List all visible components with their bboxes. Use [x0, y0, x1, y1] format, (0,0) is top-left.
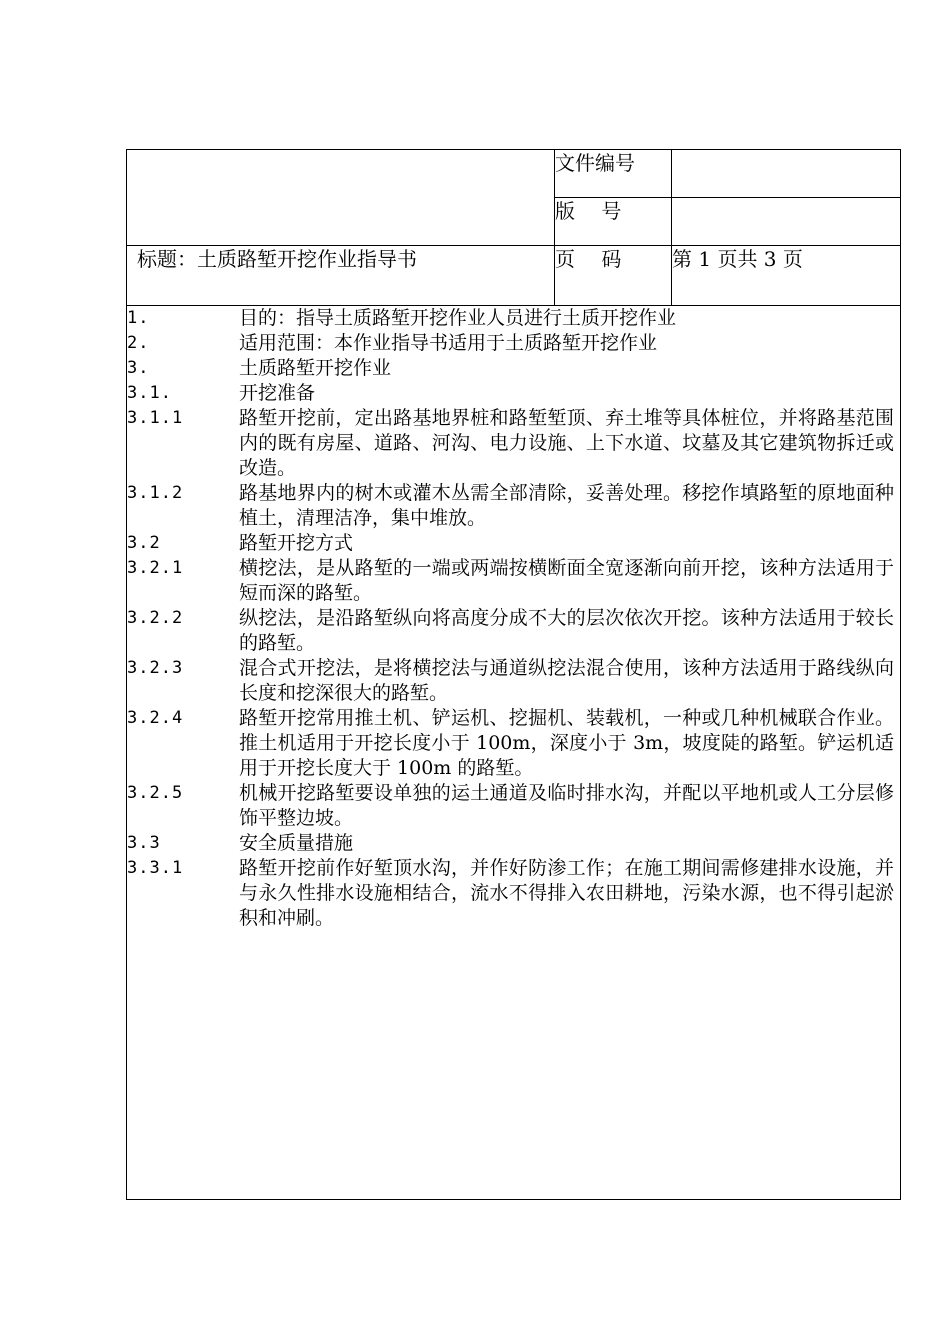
section-item [127, 856, 900, 931]
section-item [127, 306, 900, 331]
section-item [127, 481, 900, 531]
section-text: 路堑开挖前作好堑顶水沟，并作好防渗工作；在施工期间需修建排水设施，并与永久性排水设施相结合，流水不得排入农田耕地，污染水源，也不得引起淤积和冲刷。 [239, 857, 894, 929]
section-number: 3.2 [127, 533, 161, 553]
version-label: 版 号 [555, 198, 672, 246]
section-item [127, 531, 900, 556]
doc-number-label: 文件编号 [555, 150, 672, 198]
section-item [127, 356, 900, 381]
section-text: 横挖法，是从路堑的一端或两端按横断面全宽逐渐向前开挖，该种方法适用于短而深的路堑。 [239, 557, 894, 604]
section-text: 混合式开挖法，是将横挖法与通道纵挖法混合使用，该种方法适用于路线纵向长度和挖深很大的路堑。 [239, 657, 894, 704]
section-number: 1. [127, 308, 150, 328]
page-label: 页 码 [555, 246, 672, 306]
page-number: 第 1 页共 3 页 [672, 246, 901, 306]
section-text: 目的：指导土质路堑开挖作业人员进行土质开挖作业 [239, 307, 677, 329]
version-value [672, 198, 901, 246]
section-number: 3.1.2 [127, 483, 184, 503]
section-number: 3.2.3 [127, 658, 184, 678]
section-item [127, 706, 900, 781]
section-item [127, 331, 900, 356]
section-item [127, 406, 900, 481]
section-item [127, 606, 900, 656]
document-title: 标题：土质路堑开挖作业指导书 [127, 246, 555, 306]
section-text: 路堑开挖前，定出路基地界桩和路堑堑顶、弃土堆等具体桩位，并将路基范围内的既有房屋、道路、河沟、电力设施、上下水道、坟墓及其它建筑物拆迁或改造。 [239, 407, 894, 479]
section-item [127, 381, 900, 406]
section-number: 3.3 [127, 833, 161, 853]
header-blank-cell [127, 150, 555, 246]
section-text: 开挖准备 [239, 382, 316, 404]
section-item [127, 656, 900, 706]
section-list [127, 306, 900, 931]
section-text: 安全质量措施 [239, 832, 354, 854]
section-text: 机械开挖路堑要设单独的运土通道及临时排水沟，并配以平地机或人工分层修饰平整边坡。 [239, 782, 894, 829]
document-table [126, 149, 901, 1200]
section-text: 路堑开挖方式 [239, 532, 354, 554]
section-text: 纵挖法，是沿路堑纵向将高度分成不大的层次依次开挖。该种方法适用于较长的路堑。 [239, 607, 894, 654]
doc-number-value [672, 150, 901, 198]
section-item [127, 556, 900, 606]
section-number: 3.2.2 [127, 608, 184, 628]
section-number: 2. [127, 333, 150, 353]
section-number: 3.1. [127, 383, 172, 403]
section-number: 3.3.1 [127, 858, 184, 878]
section-text: 路堑开挖常用推土机、铲运机、挖掘机、装载机，一种或几种机械联合作业。推土机适用于开挖长度小于 100m，深度小于 3m，坡度陡的路堑。铲运机适用于开挖长度大于 100m 的路堑。 [239, 707, 894, 779]
section-number: 3.2.5 [127, 783, 184, 803]
section-number: 3.2.1 [127, 558, 184, 578]
document-body [127, 306, 901, 1200]
section-item [127, 831, 900, 856]
section-number: 3.2.4 [127, 708, 184, 728]
section-text: 土质路堑开挖作业 [239, 357, 392, 379]
section-text: 适用范围：本作业指导书适用于土质路堑开挖作业 [239, 332, 658, 354]
section-number: 3. [127, 358, 150, 378]
section-number: 3.1.1 [127, 408, 184, 428]
section-item [127, 781, 900, 831]
section-text: 路基地界内的树木或灌木丛需全部清除，妥善处理。移挖作填路堑的原地面种植土，清理洁净，集中堆放。 [239, 482, 894, 529]
